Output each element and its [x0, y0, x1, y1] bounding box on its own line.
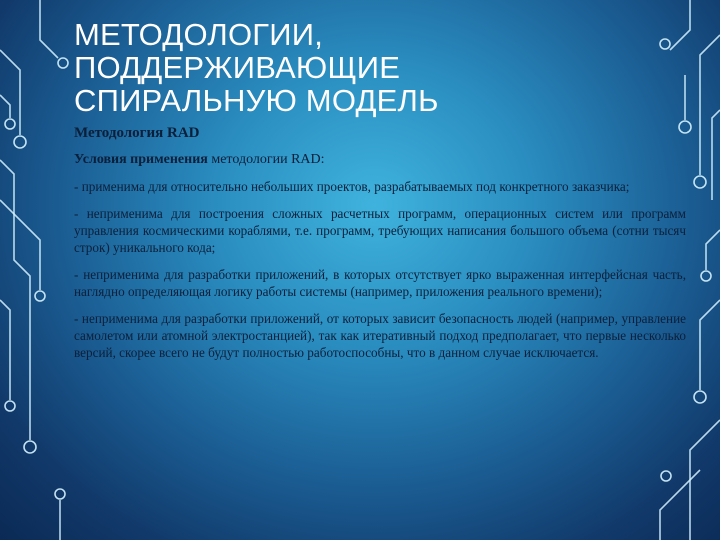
methodology-heading: Методология RAD	[74, 125, 200, 141]
conditions-line	[74, 152, 686, 168]
title-line-2: ПОДДЕРЖИВАЮЩИЕ	[74, 50, 401, 85]
condition-paragraph: - применима для относительно небольших проектов, разрабатываемых под конкретного заказчика;	[74, 179, 630, 194]
condition-paragraph: - неприменима для разработки приложений, в которых отсутствует ярко выраженная интерфейсная часть, наглядно определяющая логику работы системы (например, приложения реального времени);	[74, 267, 686, 299]
slide-title	[74, 18, 634, 117]
title-line-1: МЕТОДОЛОГИИ,	[74, 17, 324, 52]
conditions-label: Условия применения	[74, 152, 208, 167]
condition-paragraph: - неприменима для разработки приложений, от которых зависит безопасность людей (например, управление самолетом или атомной электростанцией), так как итеративный подход предполагает, что первые несколько версий, скорее всего не будут полностью работоспособны, что в данном случае исключается.	[74, 311, 686, 360]
condition-paragraph: - неприменима для построения сложных расчетных программ, операционных систем или программ управления космическими кораблями, т.е. программ, требующих написания большого объема (сотни тысяч строк) уникального кода;	[74, 206, 686, 255]
conditions-rest: методологии RAD:	[207, 152, 325, 167]
title-line-3: СПИРАЛЬНУЮ МОДЕЛЬ	[74, 83, 439, 118]
slide-body	[74, 125, 686, 371]
